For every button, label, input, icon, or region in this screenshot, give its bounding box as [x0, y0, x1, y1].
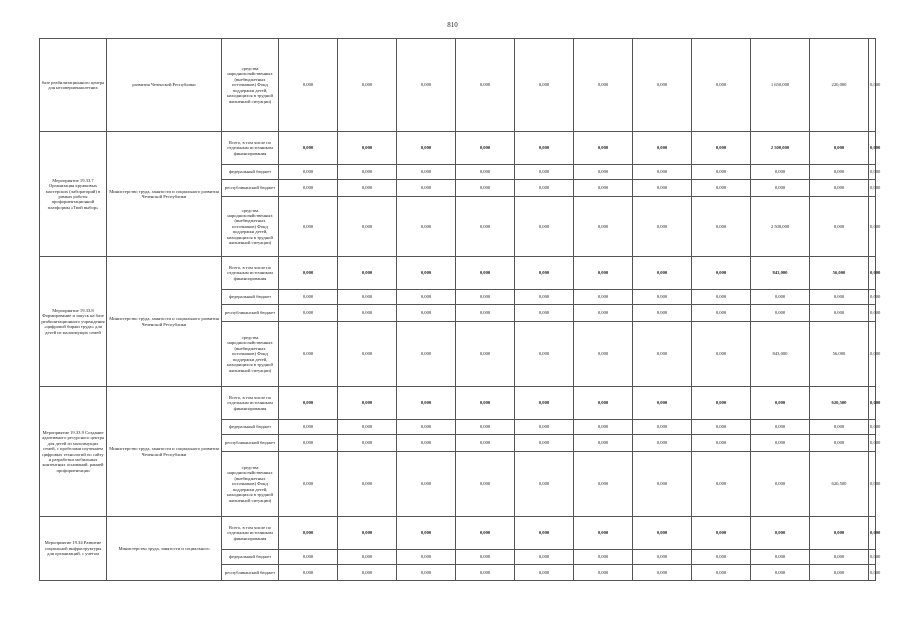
source-cell: средства народнохозяйственных (внебюджетных источников) Фонд поддержки детей, находящихся в трудной жизненной ситуации)	[222, 322, 279, 387]
value-cell: 0,000	[397, 197, 456, 257]
value-cell: 0,000	[810, 305, 869, 322]
value-cell: 0,000	[869, 452, 876, 517]
value-cell: 0,000	[869, 165, 876, 180]
source-cell: Всего, в том числе по отдельным источникам финансирования	[222, 132, 279, 165]
value-cell: 0,000	[338, 452, 397, 517]
value-cell: 0,000	[869, 290, 876, 305]
value-cell: 0,000	[338, 257, 397, 290]
value-cell: 0,000	[633, 452, 692, 517]
value-cell: 0,000	[692, 420, 751, 435]
value-cell: 0,000	[869, 197, 876, 257]
value-cell: 0,000	[751, 550, 810, 565]
value-cell: 0,000	[456, 322, 515, 387]
value-cell: 0,000	[515, 435, 574, 452]
value-cell: 0,000	[692, 197, 751, 257]
value-cell: 0,000	[279, 290, 338, 305]
value-cell: 0,000	[515, 197, 574, 257]
value-cell: 0,000	[751, 305, 810, 322]
value-cell: 0,000	[279, 387, 338, 420]
value-cell: 0,000	[574, 435, 633, 452]
value-cell: 0,000	[456, 197, 515, 257]
value-cell: 0,000	[633, 517, 692, 550]
value-cell: 0,000	[574, 550, 633, 565]
value-cell: 0,000	[456, 257, 515, 290]
value-cell: 0,000	[515, 257, 574, 290]
value-cell: 0,000	[279, 322, 338, 387]
source-cell: Всего, в том числе по отдельным источникам финансирования	[222, 257, 279, 290]
value-cell: 56,000	[810, 322, 869, 387]
value-cell: 0,000	[397, 387, 456, 420]
table-row	[40, 39, 876, 132]
source-cell: средства народнохозяйственных (внебюджетных источников) Фонд поддержки детей, находящихся в трудной жизненной ситуации)	[222, 197, 279, 257]
responsible-cell: Министерство труда, занятости и социального развития Чеченской Республики	[107, 132, 222, 257]
value-cell: 0,000	[456, 290, 515, 305]
value-cell: 0,000	[279, 39, 338, 132]
value-cell: 0,000	[338, 322, 397, 387]
value-cell: 0,000	[574, 420, 633, 435]
source-cell: федеральный бюджет	[222, 550, 279, 565]
value-cell: 56,000	[810, 257, 869, 290]
value-cell: 0,000	[279, 132, 338, 165]
value-cell: 0,000	[751, 565, 810, 581]
source-cell: республиканский бюджет	[222, 565, 279, 581]
value-cell: 0,000	[692, 435, 751, 452]
value-cell: 0,000	[869, 257, 876, 290]
value-cell: 0,000	[456, 180, 515, 197]
value-cell: 0,000	[751, 452, 810, 517]
value-cell: 0,000	[574, 565, 633, 581]
table-row	[40, 257, 876, 290]
value-cell: 0,000	[456, 435, 515, 452]
value-cell: 0,000	[869, 420, 876, 435]
table-body	[40, 39, 881, 581]
value-cell: 0,000	[456, 165, 515, 180]
value-cell: 0,000	[810, 550, 869, 565]
value-cell: 1 650,000	[751, 39, 810, 132]
value-cell: 0,000	[751, 387, 810, 420]
value-cell: 0,000	[397, 322, 456, 387]
value-cell: 0,000	[692, 305, 751, 322]
value-cell: 0,000	[574, 322, 633, 387]
activity-cell: Мероприятие 19.34 Развитие социальной инфраструктуры для организаций, с учетом	[40, 517, 107, 581]
table-row	[40, 387, 876, 420]
value-cell: 0,000	[279, 435, 338, 452]
value-cell: 0,000	[751, 290, 810, 305]
source-cell: федеральный бюджет	[222, 420, 279, 435]
value-cell: 0,000	[338, 550, 397, 565]
value-cell: 0,000	[692, 517, 751, 550]
value-cell: 2 500,000	[751, 132, 810, 165]
value-cell: 0,000	[574, 517, 633, 550]
value-cell: 0,000	[456, 387, 515, 420]
value-cell: 0,000	[692, 387, 751, 420]
responsible-cell: Министерство труда, занятости и социального развития Чеченской Республики	[107, 387, 222, 517]
value-cell: 0,000	[515, 387, 574, 420]
value-cell: 0,000	[692, 550, 751, 565]
source-cell: Всего, в том числе по отдельным источникам финансирования	[222, 387, 279, 420]
source-cell: средства народнохозяйственных (внебюджетных источников) Фонд поддержки детей, находящихся в трудной жизненной ситуации)	[222, 452, 279, 517]
value-cell: 0,000	[633, 322, 692, 387]
value-cell: 0,000	[692, 180, 751, 197]
responsible-cell: развития Чеченской Республики	[107, 39, 222, 132]
value-cell: 0,000	[692, 322, 751, 387]
value-cell: 0,000	[515, 180, 574, 197]
value-cell: 0,000	[869, 132, 876, 165]
source-cell: средства народнохозяйственных (внебюджетных источников) Фонд поддержки детей, находящихся в трудной жизненной ситуации)	[222, 39, 279, 132]
value-cell: 0,000	[279, 565, 338, 581]
value-cell: 0,000	[692, 257, 751, 290]
value-cell: 0,000	[456, 420, 515, 435]
value-cell: 0,000	[515, 305, 574, 322]
value-cell: 0,000	[456, 39, 515, 132]
activity-cell: Мероприятие 19.33.9 Создание адаптивного ресурсного центра для детей из малоимущих семей, с пробелами изучением цифровых технологий по сайту и разработки мобильных контентных оснований, ранней профориентации	[40, 387, 107, 517]
value-cell: 0,000	[751, 180, 810, 197]
value-cell: 0,000	[279, 420, 338, 435]
source-cell: республиканский бюджет	[222, 180, 279, 197]
value-cell: 0,000	[338, 420, 397, 435]
value-cell: 0,000	[869, 435, 876, 452]
value-cell: 0,000	[574, 180, 633, 197]
value-cell: 0,000	[574, 39, 633, 132]
value-cell: 0,000	[515, 39, 574, 132]
value-cell: 0,000	[397, 39, 456, 132]
value-cell: 0,000	[869, 550, 876, 565]
value-cell: 0,000	[279, 165, 338, 180]
value-cell: 0,000	[397, 165, 456, 180]
value-cell: 0,000	[338, 180, 397, 197]
value-cell: 0,000	[338, 165, 397, 180]
value-cell: 0,000	[279, 517, 338, 550]
value-cell: 0,000	[810, 420, 869, 435]
value-cell: 0,000	[692, 452, 751, 517]
value-cell: 220,000	[810, 39, 869, 132]
value-cell: 0,000	[338, 305, 397, 322]
value-cell: 0,000	[279, 550, 338, 565]
responsible-cell: Министерство труда, занятости и социального развития Чеченской Республики	[107, 257, 222, 387]
value-cell: 0,000	[397, 565, 456, 581]
value-cell: 0,000	[515, 517, 574, 550]
value-cell: 0,000	[397, 420, 456, 435]
value-cell: 0,000	[751, 165, 810, 180]
value-cell: 0,000	[574, 305, 633, 322]
value-cell: 0,000	[633, 132, 692, 165]
value-cell: 0,000	[397, 435, 456, 452]
activity-cell: Мероприятие 19.33.7 Организация кружковых мастерских (лабораторий) в рамках работы профориентационной платформы «Твой выбор»	[40, 132, 107, 257]
value-cell: 0,000	[869, 39, 876, 132]
value-cell: 0,000	[633, 165, 692, 180]
value-cell: 0,000	[456, 452, 515, 517]
source-cell: федеральный бюджет	[222, 165, 279, 180]
value-cell: 0,000	[338, 517, 397, 550]
value-cell: 0,000	[692, 39, 751, 132]
value-cell: 0,000	[456, 550, 515, 565]
responsible-cell: Министерство труда, занятости и социального	[107, 517, 222, 581]
value-cell: 0,000	[397, 257, 456, 290]
value-cell: 0,000	[397, 550, 456, 565]
value-cell: 0,000	[810, 290, 869, 305]
value-cell: 0,000	[338, 435, 397, 452]
value-cell: 0,000	[279, 305, 338, 322]
value-cell: 0,000	[633, 257, 692, 290]
value-cell: 0,000	[692, 165, 751, 180]
value-cell: 0,000	[751, 420, 810, 435]
value-cell: 0,000	[397, 305, 456, 322]
value-cell: 0,000	[633, 197, 692, 257]
value-cell: 0,000	[633, 420, 692, 435]
funding-table	[39, 38, 881, 581]
value-cell: 0,000	[397, 180, 456, 197]
value-cell: 0,000	[810, 165, 869, 180]
value-cell: 0,000	[869, 565, 876, 581]
value-cell: 0,000	[397, 517, 456, 550]
value-cell: 843,000	[751, 322, 810, 387]
value-cell: 0,000	[574, 452, 633, 517]
value-cell: 2 500,000	[751, 197, 810, 257]
value-cell: 0,000	[574, 257, 633, 290]
source-cell: республиканский бюджет	[222, 435, 279, 452]
value-cell: 0,000	[515, 132, 574, 165]
value-cell: 0,000	[810, 132, 869, 165]
value-cell: 0,000	[751, 435, 810, 452]
value-cell: 620,500	[810, 452, 869, 517]
value-cell: 0,000	[810, 197, 869, 257]
value-cell: 0,000	[633, 305, 692, 322]
value-cell: 0,000	[810, 435, 869, 452]
table-row	[40, 132, 876, 165]
source-cell: республиканский бюджет	[222, 305, 279, 322]
value-cell: 0,000	[338, 387, 397, 420]
activity-cell: базе реабилитационного центра для несовершеннолетних	[40, 39, 107, 132]
value-cell: 0,000	[397, 290, 456, 305]
source-cell: федеральный бюджет	[222, 290, 279, 305]
value-cell: 0,000	[515, 550, 574, 565]
value-cell: 0,000	[279, 180, 338, 197]
value-cell: 0,000	[574, 197, 633, 257]
value-cell: 0,000	[279, 197, 338, 257]
value-cell: 0,000	[692, 565, 751, 581]
value-cell: 0,000	[397, 132, 456, 165]
value-cell: 0,000	[633, 39, 692, 132]
value-cell: 0,000	[574, 290, 633, 305]
value-cell: 0,000	[515, 565, 574, 581]
value-cell: 0,000	[279, 257, 338, 290]
source-cell: Всего, в том числе по отдельным источникам финансирования	[222, 517, 279, 550]
value-cell: 0,000	[692, 132, 751, 165]
value-cell: 0,000	[515, 420, 574, 435]
value-cell: 0,000	[338, 565, 397, 581]
value-cell: 0,000	[633, 435, 692, 452]
value-cell: 0,000	[515, 290, 574, 305]
value-cell: 0,000	[515, 322, 574, 387]
value-cell: 0,000	[397, 452, 456, 517]
value-cell: 0,000	[574, 132, 633, 165]
value-cell: 843,000	[751, 257, 810, 290]
value-cell: 0,000	[338, 132, 397, 165]
value-cell: 0,000	[338, 290, 397, 305]
value-cell: 0,000	[338, 197, 397, 257]
value-cell: 0,000	[810, 180, 869, 197]
value-cell: 0,000	[869, 180, 876, 197]
value-cell: 0,000	[574, 387, 633, 420]
value-cell: 0,000	[869, 322, 876, 387]
value-cell: 0,000	[279, 452, 338, 517]
value-cell: 0,000	[751, 517, 810, 550]
page-number: 810	[447, 21, 458, 29]
value-cell: 0,000	[456, 132, 515, 165]
value-cell: 0,000	[869, 517, 876, 550]
value-cell: 0,000	[633, 290, 692, 305]
value-cell: 0,000	[456, 305, 515, 322]
value-cell: 0,000	[515, 165, 574, 180]
value-cell: 0,000	[338, 39, 397, 132]
value-cell: 0,000	[633, 550, 692, 565]
value-cell: 0,000	[869, 387, 876, 420]
value-cell: 620,500	[810, 387, 869, 420]
value-cell: 0,000	[633, 180, 692, 197]
value-cell: 0,000	[456, 517, 515, 550]
value-cell: 0,000	[515, 452, 574, 517]
value-cell: 0,000	[574, 165, 633, 180]
value-cell: 0,000	[633, 565, 692, 581]
value-cell: 0,000	[456, 565, 515, 581]
value-cell: 0,000	[692, 290, 751, 305]
activity-cell: Мероприятие 19.33.8 Формирование и запуск на базе реабилитационного учреждения «цифровой биржи труда» для детей из малоимущих семей	[40, 257, 107, 387]
value-cell: 0,000	[869, 305, 876, 322]
value-cell: 0,000	[810, 517, 869, 550]
table-row	[40, 517, 876, 550]
value-cell: 0,000	[810, 565, 869, 581]
value-cell: 0,000	[633, 387, 692, 420]
